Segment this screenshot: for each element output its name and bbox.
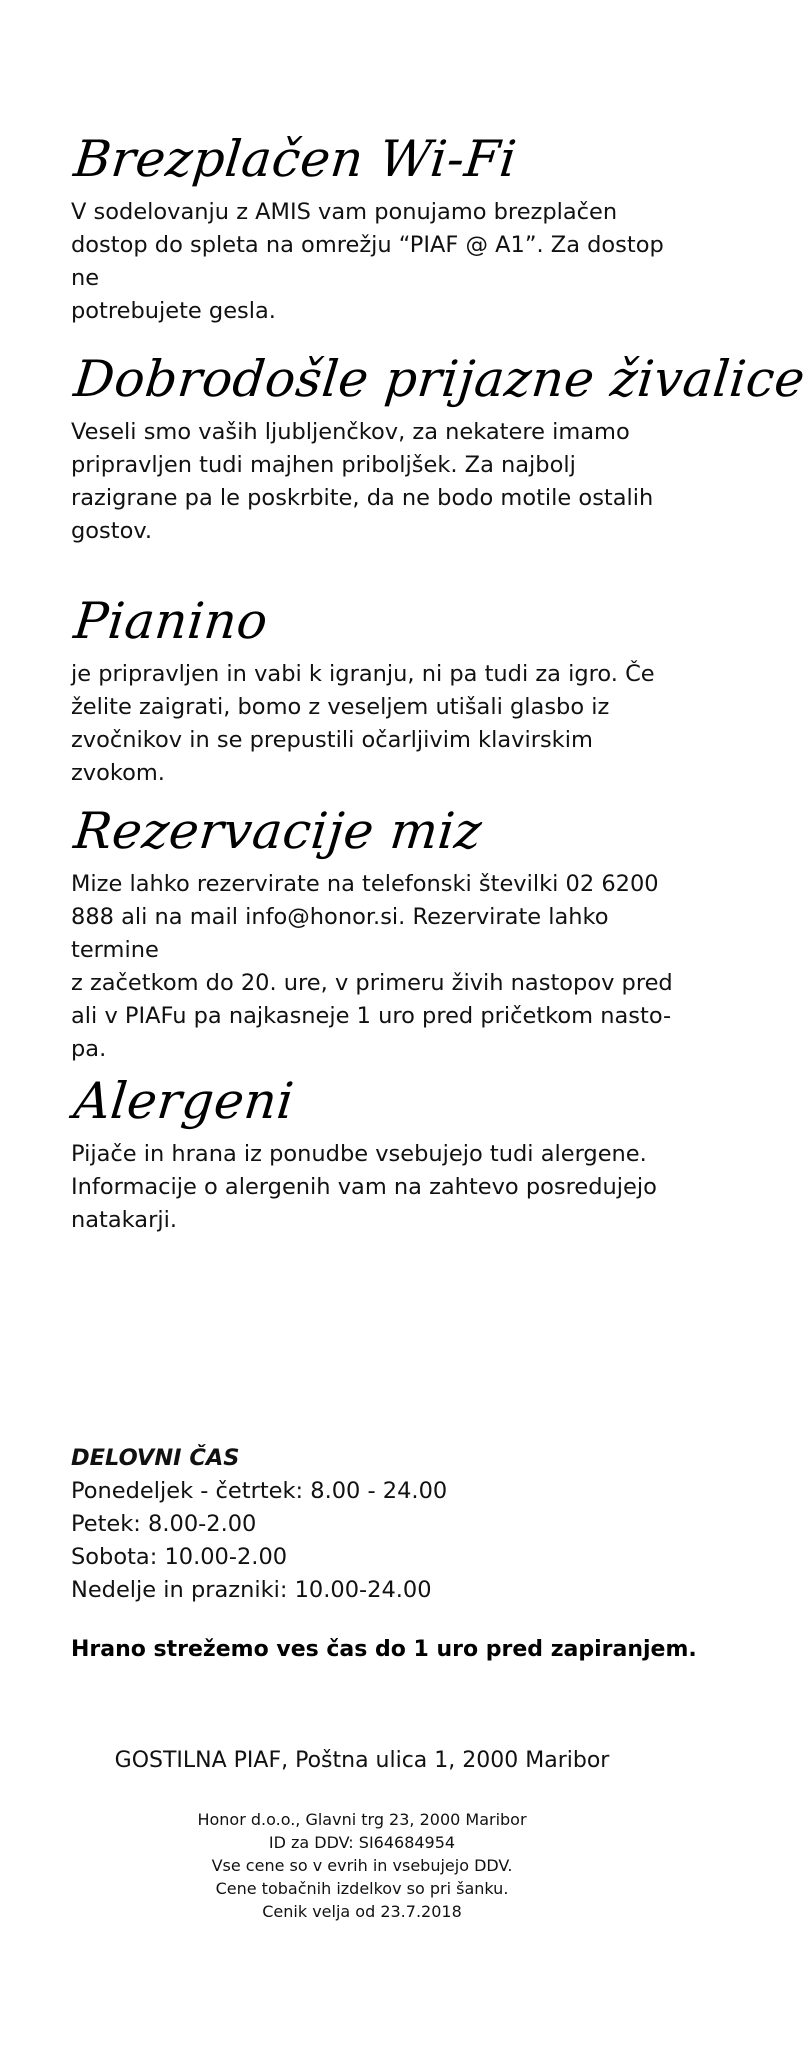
- text-line: natakarji.: [71, 1207, 177, 1233]
- section-body-reservation: [71, 868, 691, 1066]
- text-line: Pijače in hrana iz ponudbe vsebujejo tudi alergene.: [71, 1141, 647, 1167]
- text-line: 888 ali na mail info@honor.si. Rezervirate lahko termine: [71, 904, 609, 963]
- opening-hours-line: Petek: 8.00-2.00: [71, 1511, 257, 1537]
- text-line: potrebujete gesla.: [71, 298, 276, 324]
- section-title-reservation: Rezervacije miz: [71, 802, 485, 860]
- legal-line: ID za DDV: SI64684954: [268, 1833, 456, 1852]
- section-allergens: [71, 1070, 691, 1237]
- text-line: pripravljen tudi majhen priboljšek. Za najbolj: [71, 452, 576, 478]
- section-wifi: [71, 128, 691, 328]
- legal-line: Cene tobačnih izdelkov so pri šanku.: [215, 1879, 509, 1898]
- text-line: dostop do spleta na omrežju “PIAF @ A1”. Za dostop ne: [71, 232, 664, 291]
- opening-hours-title: DELOVNI ČAS: [71, 1445, 240, 1471]
- text-line: Informacije o alergenih vam na zahtevo posredujejo: [71, 1174, 657, 1200]
- legal-line: Cenik velja od 23.7.2018: [262, 1902, 462, 1921]
- legal-line: Vse cene so v evrih in vsebujejo DDV.: [211, 1856, 513, 1875]
- legal-info: [0, 1808, 724, 1923]
- section-title-piano: Pianino: [71, 592, 271, 650]
- section-title-wifi: Brezplačen Wi-Fi: [71, 130, 520, 188]
- text-line: V sodelovanju z AMIS vam ponujamo brezplačen: [71, 199, 618, 225]
- text-line: zvočnikov in se prepustili očarljivim klavirskim zvokom.: [71, 727, 593, 786]
- food-service-note: Hrano strežemo ves čas do 1 uro pred zapiranjem.: [71, 1637, 697, 1662]
- opening-hours-line: Ponedeljek - četrtek: 8.00 - 24.00: [71, 1478, 448, 1504]
- text-line: želite zaigrati, bomo z veseljem utišali glasbo iz: [71, 694, 610, 720]
- section-body-wifi: [71, 196, 691, 328]
- section-title-pets: Dobrodošle prijazne živalice: [71, 350, 808, 408]
- text-line: Mize lahko rezervirate na telefonski številki 02 6200: [71, 871, 659, 897]
- text-line: ali v PIAFu pa najkasneje 1 uro pred pričetkom nasto-: [71, 1003, 672, 1029]
- text-line: Veseli smo vaših ljubljenčkov, za nekatere imamo: [71, 419, 630, 445]
- text-line: razigrane pa le poskrbite, da ne bodo motile ostalih: [71, 485, 654, 511]
- section-reservation: [71, 800, 691, 1066]
- opening-hours: [71, 1442, 671, 1607]
- opening-hours-line: Sobota: 10.00-2.00: [71, 1544, 288, 1570]
- opening-hours-line: Nedelje in prazniki: 10.00-24.00: [71, 1577, 432, 1603]
- restaurant-address: GOSTILNA PIAF, Poštna ulica 1, 2000 Maribor: [114, 1748, 610, 1773]
- text-line: je pripravljen in vabi k igranju, ni pa tudi za igro. Če: [71, 661, 655, 687]
- legal-line: Honor d.o.o., Glavni trg 23, 2000 Maribor: [197, 1810, 527, 1829]
- text-line: z začetkom do 20. ure, v primeru živih nastopov pred: [71, 970, 673, 996]
- section-body-allergens: [71, 1138, 691, 1237]
- text-line: pa.: [71, 1036, 107, 1062]
- section-piano: [71, 590, 691, 790]
- section-body-piano: [71, 658, 691, 790]
- section-body-pets: [71, 416, 691, 548]
- section-pets: [71, 348, 808, 548]
- section-title-allergens: Alergeni: [71, 1072, 297, 1130]
- text-line: gostov.: [71, 518, 153, 544]
